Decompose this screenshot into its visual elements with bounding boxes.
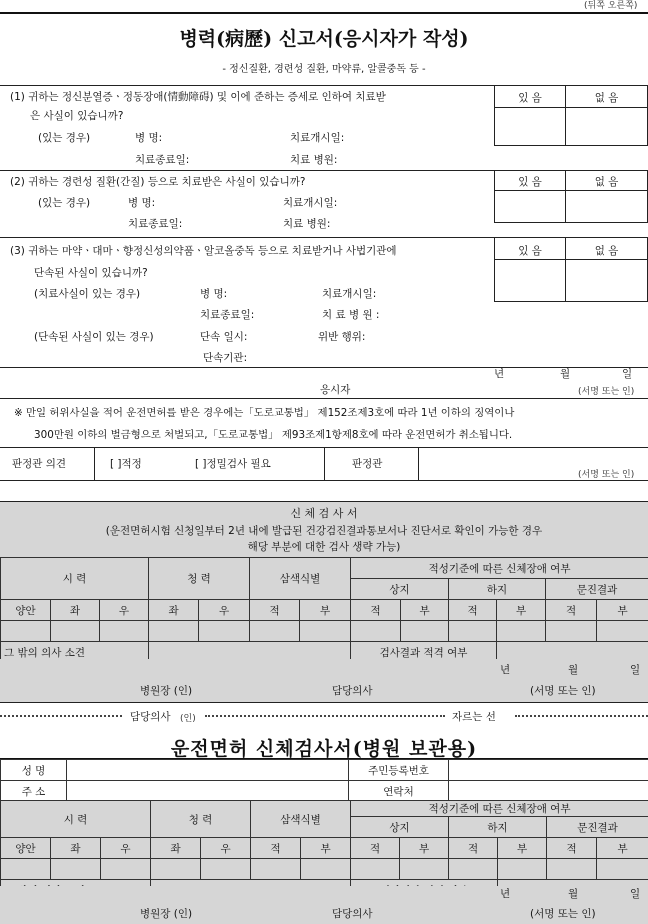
form1-title: 병력(病歷) 신고서(응시자가 작성): [179, 28, 469, 50]
judge-sign: (서명 또는 인): [578, 470, 635, 480]
form3-upper-unfit: 부: [400, 838, 449, 859]
q1-disease-label: 병 명:: [135, 132, 163, 144]
q3-caught-date-label: 단속 일시:: [200, 331, 248, 343]
form2-input-cell[interactable]: [449, 621, 497, 642]
q3-case-caught: (단속된 사실이 있는 경우): [34, 331, 154, 343]
form3-input-cell[interactable]: [547, 859, 597, 880]
form2-lower-header: 하지: [449, 579, 546, 600]
q2-case: (있는 경우): [38, 197, 91, 209]
form3-vision-header: 시 력: [1, 801, 151, 838]
form2-doctor-label: 담당의사: [332, 685, 373, 697]
form3-lower-unfit: 부: [498, 838, 547, 859]
q3-no-label: 없 음: [594, 245, 619, 257]
form2-hearing-header: 청 력: [149, 558, 250, 600]
form3-input-cell[interactable]: [201, 859, 251, 880]
q2-no-label: 없 음: [594, 176, 619, 188]
form2-interview-header: 문진결과: [546, 579, 648, 600]
q2-line1: (2) 귀하는 경련성 질환(간질) 등으로 치료받은 사실이 있습니까?: [10, 176, 306, 188]
form2-upper-header: 상지: [351, 579, 449, 600]
form2-input-cell[interactable]: [597, 621, 648, 642]
form3-director-label: 병원장 (인): [140, 908, 193, 920]
form3-lower-fit: 적: [449, 838, 498, 859]
form1-day-label: 일: [622, 368, 633, 380]
form2-vision-right: 우: [100, 600, 149, 621]
form3-sign: (서명 또는 인): [530, 908, 596, 920]
form2-exam-table: [0, 557, 648, 663]
form3-input-cell[interactable]: [597, 859, 648, 880]
judge-opinion-label: 판정관 의견: [12, 458, 67, 470]
q3-case-treat: (치료사실이 있는 경우): [34, 288, 141, 300]
form3-interview-fit: 적: [547, 838, 597, 859]
form3-color-fit: 적: [251, 838, 301, 859]
form3-name-label: 성 명: [1, 760, 67, 781]
q3-agency-label: 단속기관:: [203, 352, 248, 364]
judge-suitable-option[interactable]: [ ]적정: [110, 458, 142, 470]
form2-input-cell[interactable]: [1, 621, 51, 642]
form2-lower-unfit: 부: [497, 600, 546, 621]
form3-input-cell[interactable]: [498, 859, 547, 880]
judge-label: 판정관: [352, 458, 383, 470]
applicant-sign: (서명 또는 인): [578, 387, 635, 397]
form3-input-cell[interactable]: [449, 859, 498, 880]
form3-doctor-label: 담당의사: [332, 908, 373, 920]
form3-year-label: 년: [500, 888, 511, 900]
form3-input-cell[interactable]: [1, 859, 51, 880]
form2-hearing-left: 좌: [149, 600, 199, 621]
notice-line1: ※ 만일 허위사실을 적어 운전면허를 받은 경우에는「도로교통법」 제152조제3호에 따라 1년 이하의 징역이나: [14, 407, 515, 419]
form2-input-cell[interactable]: [100, 621, 149, 642]
form2-input-cell[interactable]: [149, 621, 199, 642]
form1-year-label: 년: [494, 368, 505, 380]
q1-line2: 은 사실이 있습니까?: [30, 110, 124, 122]
form3-month-label: 월: [568, 888, 579, 900]
form2-month-label: 월: [568, 664, 579, 676]
form3-input-cell[interactable]: [51, 859, 101, 880]
form3-hearing-right: 우: [201, 838, 251, 859]
form3-disability-header: 적성기준에 따른 신체장애 여부: [351, 801, 648, 817]
form2-lower-fit: 적: [449, 600, 497, 621]
form3-rrn-input[interactable]: [449, 760, 648, 781]
form3-input-cell[interactable]: [400, 859, 449, 880]
form2-input-cell[interactable]: [199, 621, 250, 642]
form3-input-cell[interactable]: [301, 859, 351, 880]
form3-vision-left: 좌: [51, 838, 101, 859]
form2-vision-header: 시 력: [1, 558, 149, 600]
form3-contact-input[interactable]: [449, 781, 648, 802]
q2-disease-label: 병 명:: [128, 197, 156, 209]
judge-precise-option[interactable]: [ ]정밀검사 필요: [195, 458, 271, 470]
form2-title: 신 체 검 사 서: [290, 507, 358, 520]
form2-sign: (서명 또는 인): [530, 685, 596, 697]
form1-subtitle: - 정신질환, 경련성 질환, 마약류, 알콜중독 등 -: [222, 64, 426, 75]
form2-input-cell[interactable]: [546, 621, 597, 642]
notice-line2: 300만원 이하의 벌금형으로 처벌되고,「도로교통법」 제93조제1항제8호에 따라 운전면허가 취소됩니다.: [34, 429, 513, 441]
form2-director-label: 병원장 (인): [140, 685, 193, 697]
form2-desc1: (운전면허시험 신청일부터 2년 내에 발급된 건강검진결과통보서나 진단서로 확인이 가능한 경우: [105, 525, 543, 537]
form2-day-label: 일: [630, 664, 641, 676]
form3-both-eyes: 양안: [1, 838, 51, 859]
top-border: [0, 12, 648, 14]
form2-desc2: 해당 부분에 대한 검사 생략 가능): [247, 541, 401, 553]
q3-start-label: 치료개시일:: [322, 288, 377, 300]
form2-year-label: 년: [500, 664, 511, 676]
q2-start-label: 치료개시일:: [283, 197, 338, 209]
form3-input-cell[interactable]: [151, 859, 201, 880]
cut-line-label: 자르는 선: [452, 711, 496, 723]
form2-input-cell[interactable]: [51, 621, 100, 642]
form3-vision-right: 우: [101, 838, 151, 859]
form2-input-cell[interactable]: [401, 621, 449, 642]
q2-yes-label: 있 음: [518, 176, 542, 188]
form2-disability-header: 적성기준에 따른 신체장애 여부: [351, 558, 648, 579]
q3-end-label: 치료종료일:: [200, 309, 255, 321]
q2-end-label: 치료종료일:: [128, 218, 183, 230]
form3-address-label: 주 소: [1, 781, 67, 802]
form2-interview-fit: 적: [546, 600, 597, 621]
form3-upper-header: 상지: [351, 817, 449, 838]
q1-start-label: 치료개시일:: [290, 132, 345, 144]
q3-line2: 단속된 사실이 있습니까?: [34, 267, 148, 279]
form3-interview-unfit: 부: [597, 838, 648, 859]
applicant-label: 응시자: [320, 384, 351, 396]
q3-disease-label: 병 명:: [200, 288, 228, 300]
form2-color-fit: 적: [250, 600, 300, 621]
form3-input-cell[interactable]: [351, 859, 400, 880]
form3-input-cell[interactable]: [251, 859, 301, 880]
form2-other-opinion-label: 그 밖의 의사 소견: [1, 642, 149, 663]
form3-color-header: 삼색식별: [251, 801, 351, 838]
back-side-label: (뒤쪽 오른쪽): [584, 1, 638, 11]
form2-input-cell[interactable]: [351, 621, 401, 642]
form3-day-label: 일: [630, 888, 641, 900]
form2-interview-unfit: 부: [597, 600, 648, 621]
form1-month-label: 월: [560, 368, 571, 380]
form3-contact-label: 연락처: [349, 781, 449, 802]
form3-interview-header: 문진결과: [547, 817, 648, 838]
q2-hospital-label: 치료 병원:: [283, 218, 331, 230]
form3-hearing-left: 좌: [151, 838, 201, 859]
q3-line1: (3) 귀하는 마약ㆍ대마ㆍ향정신성의약품ㆍ알코올중독 등으로 치료받거나 사법기관에: [10, 245, 397, 257]
q1-line1: (1) 귀하는 정신분열증ㆍ정동장애(情動障碍) 및 이에 준하는 증세로 인하여 치료받: [10, 91, 386, 103]
form3-color-unfit: 부: [301, 838, 351, 859]
form2-color-header: 삼색식별: [250, 558, 351, 600]
form2-input-cell[interactable]: [497, 621, 546, 642]
form3-title: 운전면허 신체검사서(병원 보관용): [170, 738, 478, 760]
form2-upper-unfit: 부: [401, 600, 449, 621]
form3-rrn-label: 주민등록번호: [349, 760, 449, 781]
form2-both-eyes: 양안: [1, 600, 51, 621]
q1-no-label: 없 음: [594, 92, 619, 104]
form3-address-input[interactable]: [67, 781, 349, 802]
q1-end-label: 치료종료일:: [135, 154, 190, 166]
form2-upper-fit: 적: [351, 600, 401, 621]
form2-result-label: 검사결과 적격 여부: [351, 642, 497, 663]
form3-upper-fit: 적: [351, 838, 400, 859]
form3-info-table: [0, 759, 648, 802]
cut-doctor-label: 담당의사: [130, 711, 171, 723]
q3-hospital-label: 치 료 병 원 :: [322, 309, 380, 321]
form2-color-unfit: 부: [300, 600, 351, 621]
form3-hearing-header: 청 력: [151, 801, 251, 838]
form3-input-cell[interactable]: [101, 859, 151, 880]
q1-case: (있는 경우): [38, 132, 91, 144]
form2-hearing-right: 우: [199, 600, 250, 621]
cut-seal-label: (인): [180, 714, 196, 724]
form2-input-cell[interactable]: [300, 621, 351, 642]
form2-vision-left: 좌: [51, 600, 100, 621]
q3-violation-label: 위반 행위:: [318, 331, 366, 343]
form3-name-input[interactable]: [67, 760, 349, 781]
q1-hospital-label: 치료 병원:: [290, 154, 338, 166]
q3-yes-label: 있 음: [518, 245, 542, 257]
form2-input-cell[interactable]: [250, 621, 300, 642]
form3-lower-header: 하지: [449, 817, 547, 838]
q1-yes-label: 있 음: [518, 92, 542, 104]
